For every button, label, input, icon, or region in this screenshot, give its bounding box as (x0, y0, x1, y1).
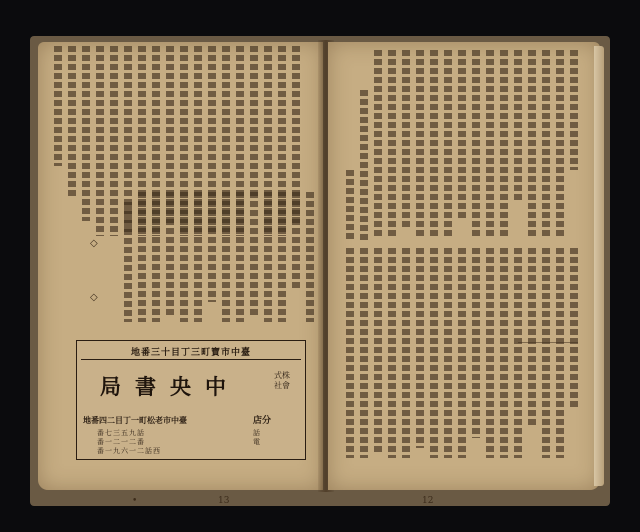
ad-corporation-type: 式株 社會 (274, 371, 290, 390)
ad-telephone-label: 話電 (253, 429, 260, 446)
ad-phone-line: 番七三五九話 (97, 429, 145, 437)
ad-branch-address: 地番四二目丁一町松老市中臺 (83, 415, 187, 425)
right-lower-text (342, 248, 590, 468)
ad-address: 地番三十目丁三町寶市中臺 (130, 348, 251, 358)
right-page (328, 42, 600, 506)
ad-branch-label: 店分 (253, 416, 272, 426)
diamond-ornament: ◇ (90, 292, 98, 303)
left-page-number: 13 (218, 496, 230, 506)
ad-shop-name: 局書央中 (100, 374, 240, 399)
bookstore-advertisement (76, 340, 306, 460)
ad-phone-line: 番一二一二番 (97, 438, 145, 446)
left-middle-text (118, 192, 318, 332)
ad-divider (81, 359, 301, 360)
right-upper-text (342, 50, 590, 250)
diamond-ornament: ◇ (90, 238, 98, 249)
ad-phone-list (97, 429, 247, 456)
page-mark-dot: • (132, 496, 138, 506)
right-page-number: 12 (422, 496, 434, 506)
section-rule (518, 342, 578, 343)
page-edges (594, 46, 604, 486)
ad-phone-line: 番一九六一二話西 (97, 447, 161, 455)
